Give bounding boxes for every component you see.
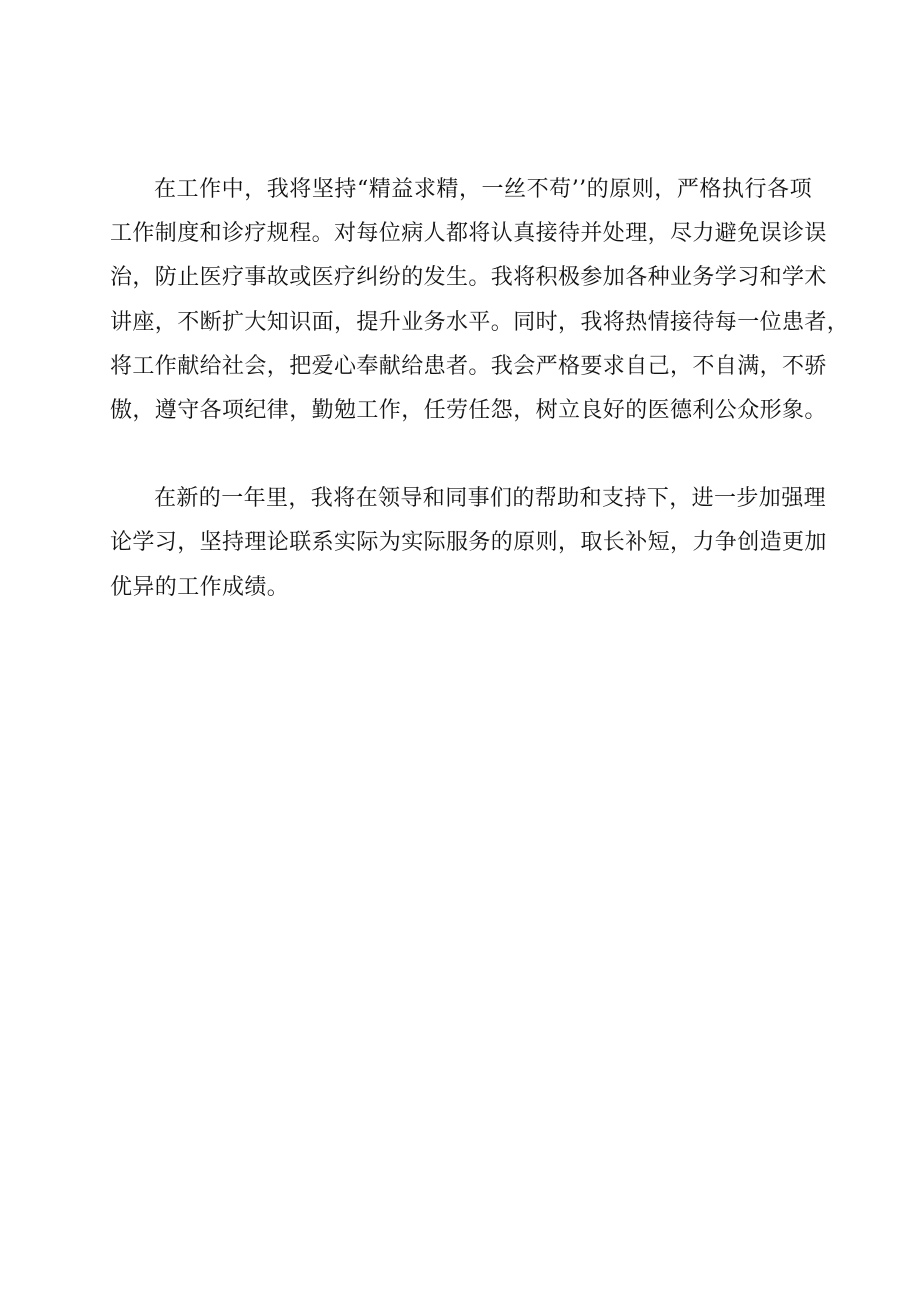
paragraph-line: 在新的一年里，我将在领导和同事们的帮助和支持下，进一步加强理 xyxy=(154,486,827,512)
document-body xyxy=(110,168,850,610)
paragraph-line: 将工作献给社会，把爱心奉献给患者。我会严格要求自己，不自满，不骄 xyxy=(110,353,827,379)
paragraph-line: 论学习，坚持理论联系实际为实际服务的原则，取长补短，力争创造更加 xyxy=(110,530,827,556)
paragraph-line: 讲座，不断扩大知识面，提升业务水平。同时，我将热情接待每一位患者， xyxy=(110,309,850,335)
paragraph-line: 傲，遵守各项纪律，勤勉工作，任劳任怨，树立良好的医德利公众形象。 xyxy=(110,398,827,424)
paragraph-line: 治，防止医疗事故或医疗纠纷的发生。我将积极参加各种业务学习和学术 xyxy=(110,265,827,291)
paragraph-line: 在工作中，我将坚持“精益求精，一丝不苟’’的原则，严格执行各项 xyxy=(154,177,812,202)
paragraph-new-year-goals xyxy=(110,477,827,610)
paragraph-line: 工作制度和诊疗规程。对每位病人都将认真接待并处理，尽力避免误诊误 xyxy=(110,221,827,247)
paragraph-line: 优异的工作成绩。 xyxy=(110,574,290,600)
paragraph-work-commitment xyxy=(110,168,850,433)
